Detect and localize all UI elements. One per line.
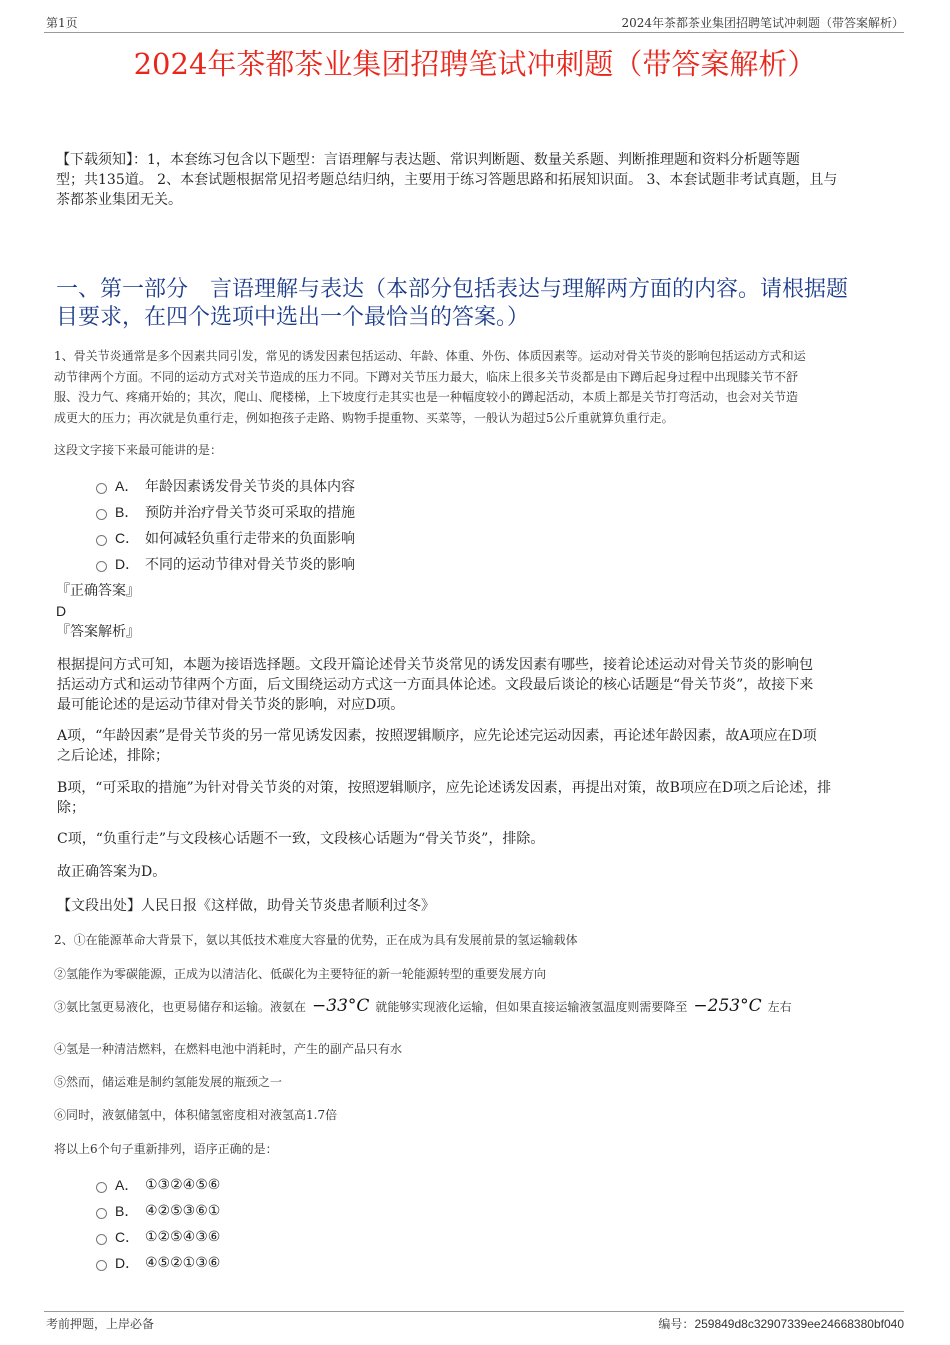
- section-heading-line: 一、第一部分 言语理解与表达（本部分包括表达与理解两方面的内容。请根据题: [56, 277, 849, 302]
- option-text: ①③②④⑤⑥: [145, 1177, 221, 1193]
- page-number: 第1页: [46, 16, 78, 30]
- analysis-line: 之后论述，排除；: [57, 748, 169, 764]
- correct-answer: D: [56, 603, 67, 619]
- temperature-formula: −33°C: [312, 996, 370, 1016]
- radio-icon[interactable]: [96, 535, 107, 546]
- footer-divider: [44, 1311, 904, 1312]
- passage-line: 服、没力气、疼痛开始的；其次，爬山、爬楼梯，上下坡度行走其实也是一种幅度较小的蹲起活动，本质上都是关节打弯活动，也会对关节造: [54, 390, 799, 404]
- analysis-para: [57, 778, 831, 818]
- option-text: 预防并治疗骨关节炎可采取的措施: [145, 505, 355, 521]
- option-key: B．: [115, 1203, 139, 1219]
- option-key: C．: [115, 1229, 140, 1245]
- q2-sentence-6: ⑥同时，液氨储氢中，体积储氢密度相对液氢高1.7倍: [54, 1108, 338, 1122]
- section-heading-line: 目要求，在四个选项中选出一个最恰当的答案。）: [56, 305, 530, 330]
- answer-label: 『正确答案』: [56, 583, 140, 599]
- notice-line: 型；共135道。 2、本套试题根据常见招考题总结归纳，主要用于练习答题思路和拓展知识面。 3、本套试题非考试真题，且与: [56, 172, 838, 188]
- option-key: A．: [115, 1177, 139, 1193]
- option-key: D．: [115, 556, 140, 572]
- running-header-title: 2024年茶都茶业集团招聘笔试冲刺题（带答案解析）: [621, 16, 904, 30]
- code-label: 编号：: [658, 1317, 695, 1331]
- option-text: 不同的运动节律对骨关节炎的影响: [145, 557, 355, 573]
- analysis-line: B项，“可采取的措施”为针对骨关节炎的对策，按照逻辑顺序，应先论述诱发因素，再提出对策，故B项应在D项之后论述，排: [57, 780, 832, 796]
- analysis-conclusion: 故正确答案为D。: [57, 864, 167, 880]
- radio-icon[interactable]: [96, 561, 107, 572]
- radio-icon[interactable]: [96, 509, 107, 520]
- code-value: 259849d8c32907339ee24668380bf040: [694, 1317, 904, 1331]
- q1-option-c[interactable]: [96, 528, 355, 548]
- analysis-para: [57, 726, 817, 766]
- option-key: D．: [115, 1255, 140, 1271]
- q1-option-d[interactable]: [96, 554, 355, 574]
- analysis-line: 除；: [57, 800, 85, 816]
- passage-line: 1、骨关节炎通常是多个因素共同引发，常见的诱发因素包括运动、年龄、体重、外伤、体质因素等。运动对骨关节炎的影响包括运动方式和运: [54, 349, 806, 363]
- q2-prompt: 将以上6个句子重新排列，语序正确的是：: [54, 1142, 278, 1156]
- q1-passage: [54, 346, 806, 428]
- q2-sentence-5: ⑤然而，储运难是制约氢能发展的瓶颈之一: [54, 1075, 283, 1089]
- footer-slogan: 考前押题，上岸必备: [46, 1317, 155, 1331]
- analysis-para: [57, 655, 907, 715]
- passage-line: 成更大的压力；再次就是负重行走，例如抱孩子走路、购物手提重物、买菜等，一般认为超过5公斤重就算负重行走。: [54, 410, 674, 425]
- option-text: 年龄因素诱发骨关节炎的具体内容: [145, 479, 355, 495]
- q2-sentence-3: [54, 996, 792, 1018]
- analysis-label: 『答案解析』: [56, 624, 140, 640]
- q2-option-d[interactable]: [96, 1253, 220, 1273]
- sentence-text: ③氨比氢更易液化，也更易储存和运输。液氨在: [54, 1000, 307, 1014]
- radio-icon[interactable]: [96, 1260, 107, 1271]
- option-text: 如何减轻负重行走带来的负面影响: [145, 531, 355, 547]
- notice-line: 【下载须知】：1，本套练习包含以下题型：言语理解与表达题、常识判断题、数量关系题、判断推理题和资料分析题等题: [56, 152, 800, 168]
- analysis-line: 最可能论述的是运动节律对骨关节炎的影响，对应D项。: [57, 697, 405, 713]
- q2-sentence-4: ④氢是一种清洁燃料，在燃料电池中消耗时，产生的副产品只有水: [54, 1042, 403, 1056]
- q2-sentence-1: 2、①在能源革命大背景下，氨以其低技术难度大容量的优势，正在成为具有发展前景的氢运输载体: [54, 933, 578, 947]
- q2-option-a[interactable]: [96, 1175, 220, 1195]
- option-key: A．: [115, 478, 139, 494]
- analysis-para: C项，“负重行走”与文段核心话题不一致，文段核心话题为“骨关节炎”，排除。: [57, 831, 545, 847]
- q1-option-a[interactable]: [96, 476, 355, 496]
- sentence-text: 就能够实现液化运输，但如果直接运输液氢温度则需要降至: [375, 1000, 688, 1014]
- radio-icon[interactable]: [96, 1234, 107, 1245]
- document-code: [658, 1315, 904, 1332]
- q1-option-b[interactable]: [96, 502, 355, 522]
- analysis-line: 括运动方式和运动节律两个方面，后文围绕运动方式这一方面具体论述。文段最后谈论的核心话题是“骨关节炎”，故接下来: [57, 677, 814, 693]
- passage-source: 【文段出处】人民日报《这样做，助骨关节炎患者顺利过冬》: [57, 898, 435, 914]
- passage-line: 动节律两个方面。不同的运动方式对关节造成的压力不同。下蹲对关节压力最大，临床上很多关节炎都是由下蹲后起身过程中出现膝关节不舒: [54, 369, 799, 384]
- document-title: 2024年茶都茶业集团招聘笔试冲刺题（带答案解析）: [133, 47, 817, 81]
- analysis-line: 根据提问方式可知，本题为接语选择题。文段开篇论述骨关节炎常见的诱发因素有哪些，接着论述运动对骨关节炎的影响包: [57, 657, 813, 673]
- option-text: ④②⑤③⑥①: [145, 1203, 221, 1219]
- header-divider: [44, 32, 904, 33]
- q2-option-c[interactable]: [96, 1227, 220, 1247]
- radio-icon[interactable]: [96, 483, 107, 494]
- q1-prompt: 这段文字接下来最可能讲的是：: [54, 443, 223, 457]
- option-text: ④⑤②①③⑥: [145, 1255, 221, 1271]
- option-key: B．: [115, 504, 139, 520]
- option-text: ①②⑤④③⑥: [145, 1229, 221, 1245]
- download-notice: [56, 150, 837, 210]
- option-key: C．: [115, 530, 140, 546]
- sentence-text: 左右: [767, 1000, 792, 1014]
- q2-option-b[interactable]: [96, 1201, 220, 1221]
- radio-icon[interactable]: [96, 1182, 107, 1193]
- analysis-line: A项，“年龄因素”是骨关节炎的另一常见诱发因素，按照逻辑顺序，应先论述完运动因素，再论述年龄因素，故A项应在D项: [57, 728, 817, 744]
- section-heading: [56, 276, 848, 332]
- temperature-formula: −253°C: [693, 996, 762, 1016]
- radio-icon[interactable]: [96, 1208, 107, 1219]
- q2-sentence-2: ②氢能作为零碳能源，正成为以清洁化、低碳化为主要特征的新一轮能源转型的重要发展方向: [54, 967, 547, 981]
- notice-line: 茶都茶业集团无关。: [56, 192, 182, 208]
